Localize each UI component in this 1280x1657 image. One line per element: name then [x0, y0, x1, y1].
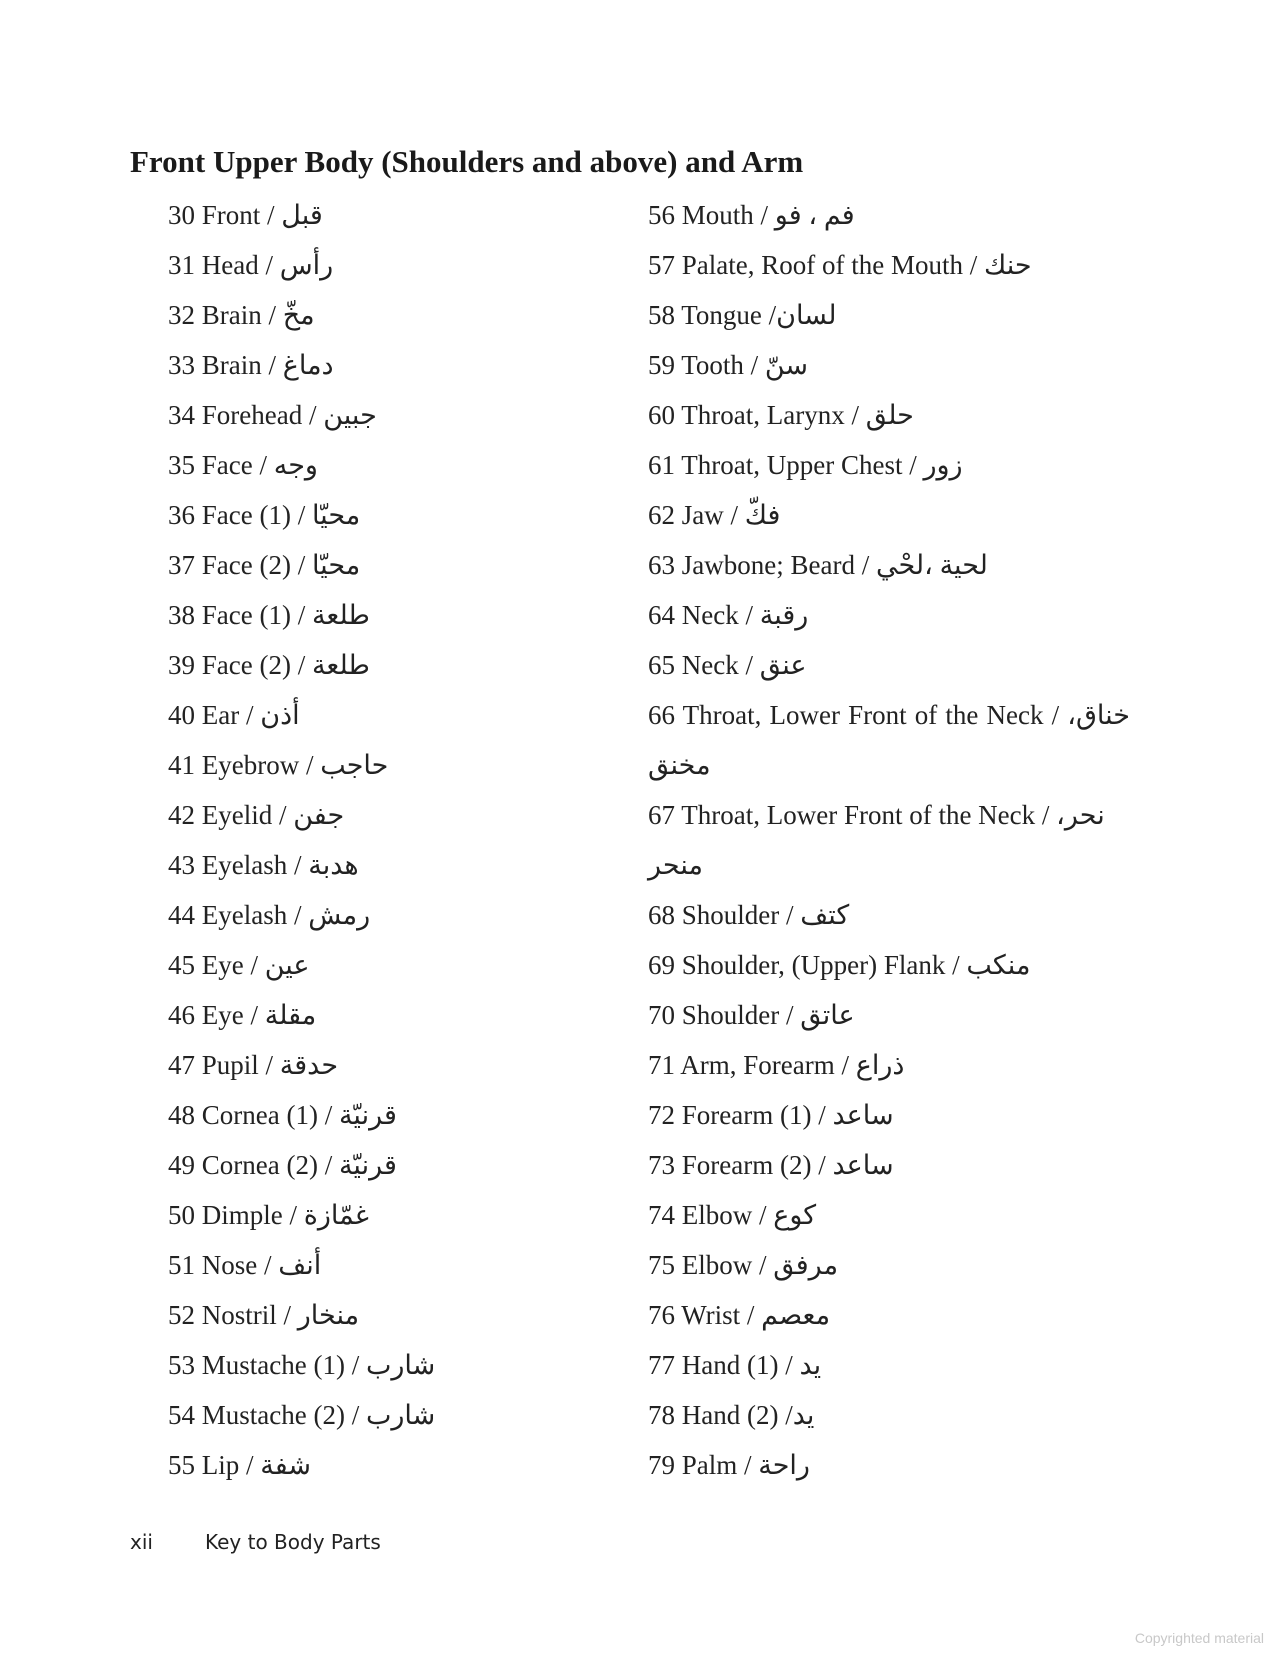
list-item: 48 Cornea (1) / قرنيّة — [168, 1100, 397, 1130]
list-item: 44 Eyelash / رمش — [168, 900, 371, 930]
list-item: 68 Shoulder / كتف — [648, 900, 850, 930]
copyright-notice: Copyrighted material — [1134, 1630, 1264, 1646]
list-item: 41 Eyebrow / حاجب — [168, 750, 389, 780]
list-item: 72 Forearm (1) / ساعد — [648, 1100, 894, 1130]
list-item: 33 Brain / دماغ — [168, 350, 334, 380]
list-item: 50 Dimple / غمّازة — [168, 1200, 369, 1230]
list-item: 53 Mustache (1) / شارب — [168, 1350, 436, 1380]
list-item: 66 Throat, Lower Front of the Neck / خناق، مخنق — [648, 700, 1130, 780]
list-item: 35 Face / وجه — [168, 450, 318, 480]
right-column — [648, 195, 1130, 1495]
list-item: 36 Face (1) / محيّا — [168, 500, 361, 530]
list-item: 73 Forearm (2) / ساعد — [648, 1150, 894, 1180]
list-item: 55 Lip / شفة — [168, 1450, 312, 1480]
list-item: 56 Mouth / فم ، فو — [648, 200, 855, 230]
list-item: 40 Ear / أذن — [168, 700, 300, 730]
list-item: 31 Head / رأس — [168, 250, 334, 280]
list-item: 39 Face (2) / طلعة — [168, 650, 370, 680]
list-item: 37 Face (2) / محيّا — [168, 550, 361, 580]
list-item: 45 Eye / عين — [168, 950, 310, 980]
list-item: 61 Throat, Upper Chest / زور — [648, 450, 963, 480]
running-title: Key to Body Parts — [205, 1530, 381, 1554]
list-item: 49 Cornea (2) / قرنيّة — [168, 1150, 397, 1180]
list-item: 54 Mustache (2) / شارب — [168, 1400, 436, 1430]
left-column — [168, 195, 598, 1495]
list-item: 75 Elbow / مرفق — [648, 1250, 839, 1280]
list-item: 52 Nostril / منخار — [168, 1300, 360, 1330]
list-item: 32 Brain / مخّ — [168, 300, 315, 330]
list-item: 63 Jawbone; Beard / لحية ،لحْي — [648, 550, 988, 580]
list-item: 70 Shoulder / عاتق — [648, 1000, 855, 1030]
list-item: 62 Jaw / فكّ — [648, 500, 781, 530]
list-item: 78 Hand (2) /يد — [648, 1400, 815, 1430]
list-item: 43 Eyelash / هدبة — [168, 850, 359, 880]
list-item: 42 Eyelid / جفن — [168, 800, 345, 830]
page-title: Front Upper Body (Shoulders and above) and Arm — [130, 144, 804, 179]
list-item: 60 Throat, Larynx / حلق — [648, 400, 914, 430]
list-item: 64 Neck / رقبة — [648, 600, 809, 630]
list-item: 69 Shoulder, (Upper) Flank / منكب — [648, 950, 1031, 980]
list-item: 58 Tongue /لسان — [648, 300, 837, 330]
list-item: 77 Hand (1) / يد — [648, 1350, 822, 1380]
list-item: 46 Eye / مقلة — [168, 1000, 317, 1030]
list-item: 76 Wrist / معصم — [648, 1300, 831, 1330]
list-item: 51 Nose / أنف — [168, 1250, 322, 1280]
list-item: 59 Tooth / سنّ — [648, 350, 809, 380]
list-item: 74 Elbow / كوع — [648, 1200, 817, 1230]
list-item: 38 Face (1) / طلعة — [168, 600, 370, 630]
list-item: 30 Front / قبل — [168, 200, 323, 230]
list-item: 34 Forehead / جبين — [168, 400, 377, 430]
list-item: 79 Palm / راحة — [648, 1450, 810, 1480]
list-item: 67 Throat, Lower Front of the Neck / نحر، منحر — [648, 800, 1105, 880]
list-item: 57 Palate, Roof of the Mouth / حنك — [648, 250, 1032, 280]
list-item: 47 Pupil / حدقة — [168, 1050, 339, 1080]
list-item: 65 Neck / عنق — [648, 650, 807, 680]
list-item: 71 Arm, Forearm / ذراع — [648, 1050, 905, 1080]
page-number: xii — [130, 1530, 153, 1554]
